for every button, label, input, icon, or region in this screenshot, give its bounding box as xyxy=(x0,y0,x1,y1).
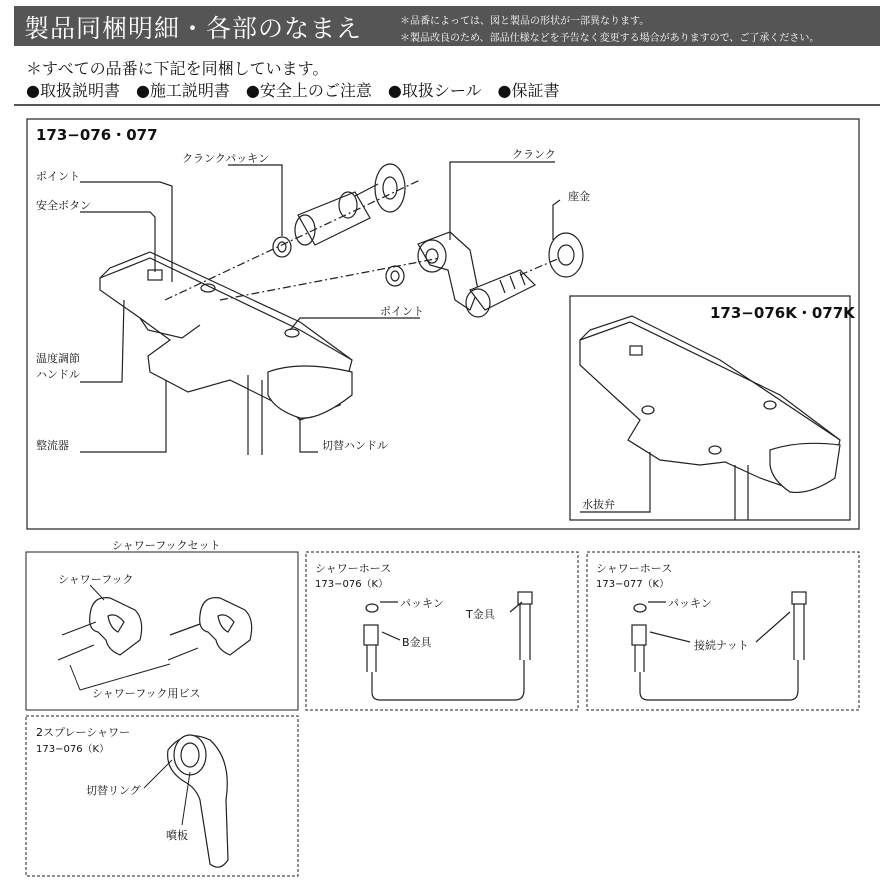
hose-076-title: シャワーホース xyxy=(315,562,392,575)
leader-crank xyxy=(450,162,555,240)
label-switch-ring: 切替リング xyxy=(86,784,141,797)
hose-077-model: 173−077（K） xyxy=(596,579,670,590)
hose-076-model: 173−076（K） xyxy=(315,579,389,590)
page-title: 製品同梱明細・各部のなまえ xyxy=(24,14,363,43)
leader-flow xyxy=(80,380,166,452)
label-drain-valve: 水抜弁 xyxy=(582,498,615,511)
label-washer: 座金 xyxy=(568,190,590,203)
leader-switch-handle xyxy=(300,418,318,452)
crank-packing-ring xyxy=(273,237,291,257)
label-switch-handle: 切替ハンドル xyxy=(322,439,388,452)
intro-line-1: ＊すべての品番に下記を同梱しています。 xyxy=(26,59,329,78)
main-model: 173−076・077 xyxy=(36,126,158,144)
label-safety-button: 安全ボタン xyxy=(36,199,91,212)
left-crank-fitting xyxy=(295,164,405,245)
label-crank: クランク xyxy=(512,148,556,161)
hose-076-drawing xyxy=(364,592,532,700)
label-hook-screw: シャワーフック用ビス xyxy=(92,687,201,700)
label-b-fitting: B金具 xyxy=(402,636,432,649)
label-connect-nut: 接続ナット xyxy=(694,639,749,652)
label-temp-handle-2: ハンドル xyxy=(36,368,80,381)
label-point-top: ポイント xyxy=(36,170,80,183)
hose-077-title: シャワーホース xyxy=(596,562,673,575)
label-point-mid: ポイント xyxy=(380,305,424,318)
hook-set-title: シャワーフックセット xyxy=(112,539,221,552)
hook-drawings xyxy=(58,598,252,660)
label-shower-hook: シャワーフック xyxy=(58,573,134,586)
label-spray-plate: 噴板 xyxy=(166,829,188,842)
intro-line-2: ●取扱説明書 ●施工説明書 ●安全上のご注意 ●取扱シール ●保証書 xyxy=(26,81,560,100)
shower-title: 2スプレーシャワー xyxy=(36,726,131,739)
label-t-fitting: T金具 xyxy=(466,608,495,621)
faucet-body xyxy=(100,252,352,455)
label-temp-handle-1: 温度調節 xyxy=(36,352,80,365)
label-crank-packing: クランクパッキン xyxy=(182,152,270,165)
label-hose-076-packing: パッキン xyxy=(400,597,444,610)
label-flow-straightener: 整流器 xyxy=(36,439,69,452)
shower-head-drawing xyxy=(168,735,228,867)
label-hose-077-packing: パッキン xyxy=(668,597,712,610)
leader-ring xyxy=(144,760,172,788)
inset-faucet xyxy=(580,316,840,520)
leader-crank-packing xyxy=(228,165,282,236)
shower-model: 173−076（K） xyxy=(36,744,110,755)
leader-hook xyxy=(90,585,104,600)
leader-washer xyxy=(553,200,560,240)
inset-model: 173−076K・077K xyxy=(710,304,855,322)
header-note-1: ＊品番によっては、図と製品の形状が一部異なります。 xyxy=(400,16,650,27)
leader-temp-handle xyxy=(80,300,124,382)
header-note-2: ＊製品改良のため、部品仕様などを予告なく変更する場合がありますので、ご了承ください。 xyxy=(400,33,820,44)
